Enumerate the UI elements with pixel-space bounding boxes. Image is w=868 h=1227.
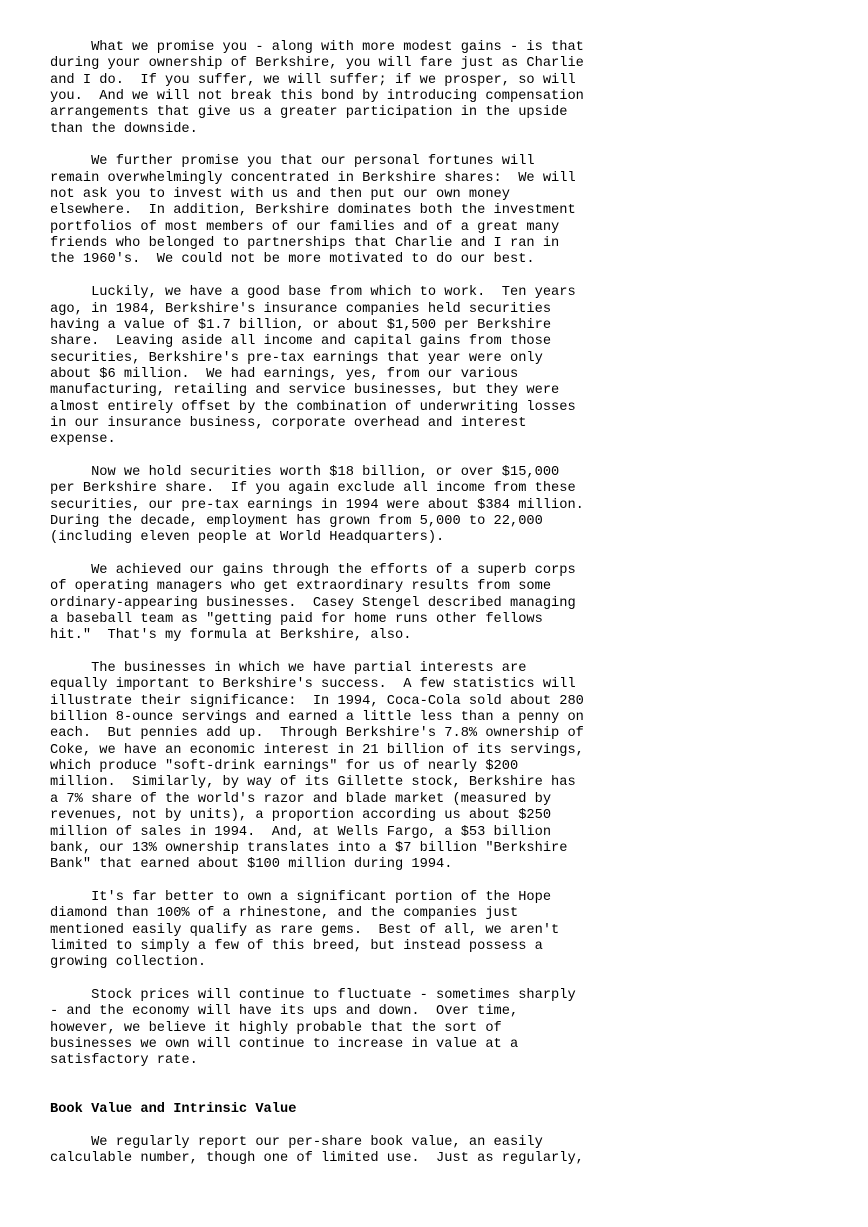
paragraph-good-base: Luckily, we have a good base from which to work. Ten years ago, in 1984, Berkshire's insurance companies held securities having a value of $1.7 billion, or about $1,500 per Berkshire share. Leaving aside all income and capital gains from those securities, Berkshire's pre-tax earnings that year were only about $6 million. We had earnings, yes, from our various manufacturing, retailing and service businesses, but they were almost entirely offset by the combination of underwriting losses in our insurance business, corporate overhead and interest expense.: [50, 285, 576, 448]
paragraph-gap: [50, 547, 850, 563]
paragraph-operating-managers: We achieved our gains through the efforts of a superb corps of operating managers who get extraordinary results from some ordinary-appearing businesses. Casey Stengel described managing a baseball team as "getting paid for home runs other fellows hit." That's my formula at Berkshire, also.: [50, 563, 576, 644]
paragraph-gap: [50, 138, 850, 154]
paragraph-gap: [50, 1119, 850, 1135]
paragraph-gap: [50, 972, 850, 988]
paragraph-partial-interests: The businesses in which we have partial interests are equally important to Berkshire's success. A few statistics will illustrate their significance: In 1994, Coca-Cola sold about 280 billion 8-ounce servings and earned a little less than a penny on each. But pennies add up. Through Berkshire's 7.8% ownership of Coke, we have an economic interest in 21 billion of its servings, which produce "soft-drink earnings" for us of nearly $200 million. Similarly, by way of its Gillette stock, Berkshire has a 7% share of the world's razor and blade market (measured by revenues, not by units), a proportion according us about $250 million of sales in 1994. And, at Wells Fargo, a $53 billion bank, our 13% ownership translates into a $7 billion "Berkshire Bank" that earned about $100 million during 1994.: [50, 661, 584, 873]
paragraph-gap: [50, 449, 850, 465]
section-gap: [50, 1070, 850, 1103]
paragraph-gap: [50, 269, 850, 285]
paragraph-gap: [50, 645, 850, 661]
paragraph-securities-now: Now we hold securities worth $18 billion, or over $15,000 per Berkshire share. If you again exclude all income from these securities, our pre-tax earnings in 1994 were about $384 million. During the decade, employment has grown from 5,000 to 22,000 (including eleven people at World Headquarters).: [50, 464, 584, 546]
document-page: [50, 40, 850, 1168]
section-heading: Book Value and Intrinsic Value: [50, 1102, 297, 1118]
paragraph-personal-fortunes: We further promise you that our personal fortunes will remain overwhelmingly concentrated in Berkshire shares: We will not ask you to invest with us and then put our own money elsewhere. In addition, Berkshire dominates both the investment portfolios of most members of our families and of a great many friends who belonged to partnerships that Charlie and I ran in the 1960's. We could not be more motivated to do our best.: [50, 154, 576, 268]
paragraph-stock-prices: Stock prices will continue to fluctuate - sometimes sharply - and the economy will have its ups and down. Over time, however, we believe it highly probable that the sort of businesses we own will continue to increase in value at a satisfactory rate.: [50, 987, 576, 1069]
paragraph-hope-diamond: It's far better to own a significant portion of the Hope diamond than 100% of a rhinestone, and the companies just mentioned easily qualify as rare gems. Best of all, we aren't limited to simply a few of this breed, but instead possess a growing collection.: [50, 889, 560, 971]
paragraph-promise: What we promise you - along with more modest gains - is that during your ownership of Berkshire, you will fare just as Charlie and I do. If you suffer, we will suffer; if we prosper, so will you. And we will not break this bond by introducing compensation arrangements that give us a greater participation in the upside than the downside.: [50, 40, 584, 137]
paragraph-book-value: We regularly report our per-share book value, an easily calculable number, though one of limited use. Just as regularly,: [50, 1135, 584, 1167]
paragraph-gap: [50, 874, 850, 890]
